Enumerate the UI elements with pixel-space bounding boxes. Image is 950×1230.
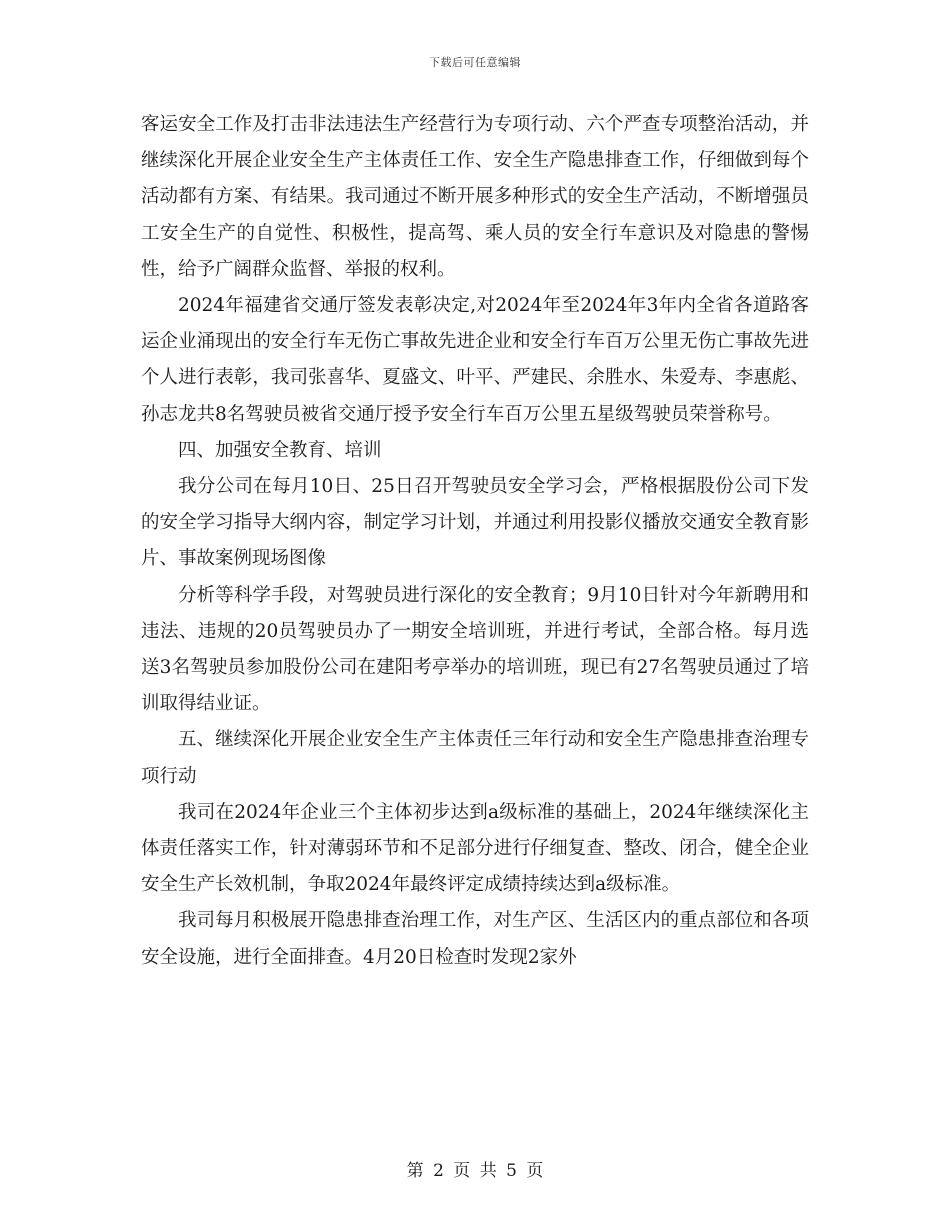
paragraph-4: 分析等科学手段，对驾驶员进行深化的安全教育；9月10日针对今年新聘用和违法、违规的20员驾驶员办了一期安全培训班，并进行考试，全部合格。每月选送3名驾驶员参加股份公司在建阳考亭举办的培训班，现已有27名驾驶员通过了培训取得结业证。 (141, 584, 809, 715)
paragraph-3: 我分公司在每月10日、25日召开驾驶员安全学习会，严格根据股份公司下发的安全学习指导大纲内容，制定学习计划，并通过利用投影仪播放交通安全教育影片、事故案例现场图像 (141, 476, 809, 570)
page-header: 下载后可任意编辑 (429, 56, 521, 69)
paragraph-2: 2024年福建省交通厅签发表彰决定,对2024年至2024年3年内全省各道路客运企业涌现出的安全行车无伤亡事故先进企业和安全行车百万公里无伤亡事故先进个人进行表彰，我司张喜华、夏盛文、叶平、严建民、余胜水、朱爱寿、李惠彪、孙志龙共8名驾驶员被省交通厅授予安全行车百万公里五星级驾驶员荣誉称号。 (141, 295, 809, 425)
section-heading-4: 四、加强安全教育、培训 (178, 439, 382, 461)
document-body (141, 107, 809, 976)
page-footer: 第 2 页 共 5 页 (406, 1161, 544, 1181)
paragraph-1: 客运安全工作及打击非法违法生产经营行为专项行动、六个严查专项整治活动，并继续深化开展企业安全生产主体责任工作、安全生产隐患排查工作，仔细做到每个活动都有方案、有结果。我司通过不断开展多种形式的安全生产活动，不断增强员工安全生产的自觉性、积极性，提高驾、乘人员的安全行车意识及对隐患的警惕性，给予广阔群众监督、举报的权利。 (141, 114, 809, 280)
paragraph-5: 我司在2024年企业三个主体初步达到a级标准的基础上，2024年继续深化主体责任落实工作，针对薄弱环节和不足部分进行仔细复查、整改、闭合，健全企业安全生产长效机制，争取2024年最终评定成绩持续达到a级标准。 (141, 801, 809, 896)
section-heading-5: 五、继续深化开展企业安全生产主体责任三年行动和安全生产隐患排查治理专项行动 (141, 729, 809, 787)
paragraph-6: 我司每月积极展开隐患排查治理工作，对生产区、生活区内的重点部位和各项安全设施，进行全面排查。4月20日检查时发现2家外 (141, 910, 809, 968)
